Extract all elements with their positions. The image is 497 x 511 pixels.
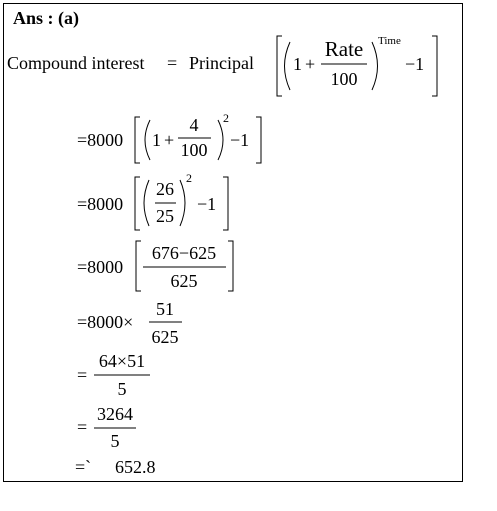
formula-lhs: Compound interest (7, 53, 145, 73)
formula-equals: = (167, 53, 178, 73)
step1-numerator: 4 (189, 115, 199, 135)
step6-denominator: 5 (110, 431, 120, 451)
step1-lead: =8000 (77, 130, 124, 150)
step2-denominator: 25 (156, 206, 174, 226)
formula-exponent-time: Time (378, 35, 401, 47)
step1-left-paren (145, 120, 150, 160)
step4-numerator: 51 (156, 299, 174, 319)
step1-right-paren (218, 120, 223, 160)
step3-lead: =8000 (77, 257, 124, 277)
formula-minus-one: −1 (405, 54, 425, 74)
step3-left-bracket (136, 241, 141, 291)
step1-left-bracket (135, 117, 140, 163)
step4-lead: =8000× (77, 312, 134, 332)
step1-denominator: 100 (180, 140, 208, 160)
step5-lead: = (77, 365, 88, 385)
step2-exponent: 2 (186, 171, 192, 185)
formula-hundred: 100 (330, 69, 358, 89)
step1-one: 1 (152, 130, 161, 150)
step6-numerator: 3264 (97, 404, 133, 424)
formula-left-paren (285, 42, 291, 90)
step2-minus-one: −1 (197, 194, 217, 214)
step2-lead: =8000 (77, 194, 124, 214)
step1-minus-one: −1 (230, 130, 250, 150)
step1-plus: + (164, 130, 175, 150)
step2-left-paren (144, 180, 149, 226)
step3-numerator: 676−625 (151, 243, 217, 263)
formula-one: 1 (293, 54, 302, 74)
formula-left-bracket (277, 36, 282, 96)
step4-denominator: 625 (151, 327, 179, 347)
step2-numerator: 26 (156, 179, 174, 199)
formula-plus: + (305, 54, 316, 74)
step5-numerator: 64×51 (98, 351, 146, 371)
step3-denominator: 625 (170, 271, 198, 291)
step1-exponent: 2 (223, 111, 229, 125)
formula-principal: Principal (189, 53, 254, 73)
step7-lead: =` (75, 457, 92, 477)
step5-denominator: 5 (117, 379, 127, 399)
step2-right-paren (180, 180, 185, 226)
step6-lead: = (77, 417, 88, 437)
step1-right-bracket (256, 117, 261, 163)
formula-right-bracket (432, 36, 437, 96)
formula-right-paren (372, 42, 378, 90)
final-answer: 652.8 (115, 457, 156, 477)
step3-right-bracket (228, 241, 233, 291)
step2-left-bracket (135, 177, 140, 230)
formula-rate: Rate (324, 37, 364, 61)
step2-right-bracket (223, 177, 228, 230)
answer-heading: Ans : (a) (13, 8, 79, 28)
